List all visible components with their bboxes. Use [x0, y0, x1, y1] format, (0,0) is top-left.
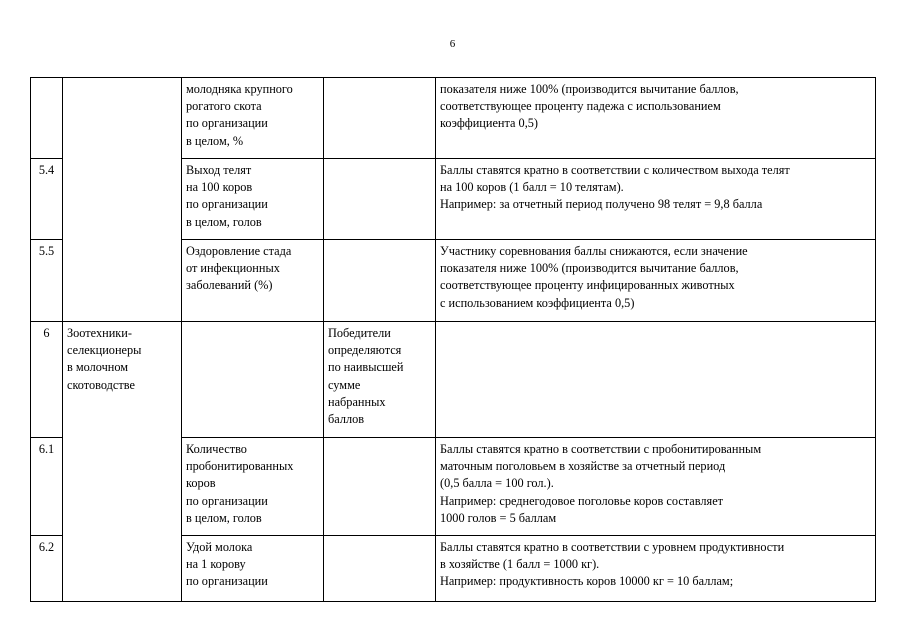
nomination-cell [63, 240, 182, 322]
method-cell [324, 536, 436, 602]
row-number [31, 78, 63, 159]
row-number: 5.5 [31, 240, 63, 322]
table-row [31, 438, 876, 536]
indicator-cell [182, 322, 324, 438]
scoring-cell: Участнику соревнования баллы снижаются, если значение показателя ниже 100% (производится вычитание баллов, соответствующее проценту инфицированных животных с использованием коэффициента 0,5) [436, 240, 876, 322]
method-cell: Победители определяются по наивысшей сумме набранных баллов [324, 322, 436, 438]
nomination-cell [63, 438, 182, 536]
nomination-cell [63, 159, 182, 240]
scoring-cell: показателя ниже 100% (производится вычитание баллов, соответствующее проценту падежа с использованием коэффициента 0,5) [436, 78, 876, 159]
table-row [31, 322, 876, 438]
indicator-cell: Удой молока на 1 корову по организации [182, 536, 324, 602]
indicator-cell: Выход телят на 100 коров по организации в целом, голов [182, 159, 324, 240]
table-row [31, 240, 876, 322]
method-cell [324, 438, 436, 536]
row-number: 6.1 [31, 438, 63, 536]
scoring-cell: Баллы ставятся кратно в соответствии с количеством выхода телят на 100 коров (1 балл = 10 телятам). Например: за отчетный период получено 98 телят = 9,8 балла [436, 159, 876, 240]
scoring-cell: Баллы ставятся кратно в соответствии с уровнем продуктивности в хозяйстве (1 балл = 1000 кг). Например: продуктивность коров 10000 кг = 10 баллам; [436, 536, 876, 602]
scoring-cell [436, 322, 876, 438]
row-number: 6.2 [31, 536, 63, 602]
method-cell [324, 240, 436, 322]
criteria-table [30, 77, 876, 602]
row-number: 5.4 [31, 159, 63, 240]
table-row [31, 78, 876, 159]
method-cell [324, 78, 436, 159]
table-row [31, 536, 876, 602]
indicator-cell: Количество пробонитированных коров по организации в целом, голов [182, 438, 324, 536]
row-number: 6 [31, 322, 63, 438]
method-cell [324, 159, 436, 240]
nomination-cell [63, 536, 182, 602]
nomination-cell: Зоотехники- селекционеры в молочном скотоводстве [63, 322, 182, 438]
indicator-cell: молодняка крупного рогатого скота по организации в целом, % [182, 78, 324, 159]
indicator-cell: Оздоровление стада от инфекционных заболеваний (%) [182, 240, 324, 322]
table-row [31, 159, 876, 240]
nomination-cell [63, 78, 182, 159]
page-number: 6 [449, 38, 456, 50]
scoring-cell: Баллы ставятся кратно в соответствии с пробонитированным маточным поголовьем в хозяйстве за отчетный период (0,5 балла = 100 гол.). Например: среднегодовое поголовье коров составляет 1000 голов = 5 баллам [436, 438, 876, 536]
